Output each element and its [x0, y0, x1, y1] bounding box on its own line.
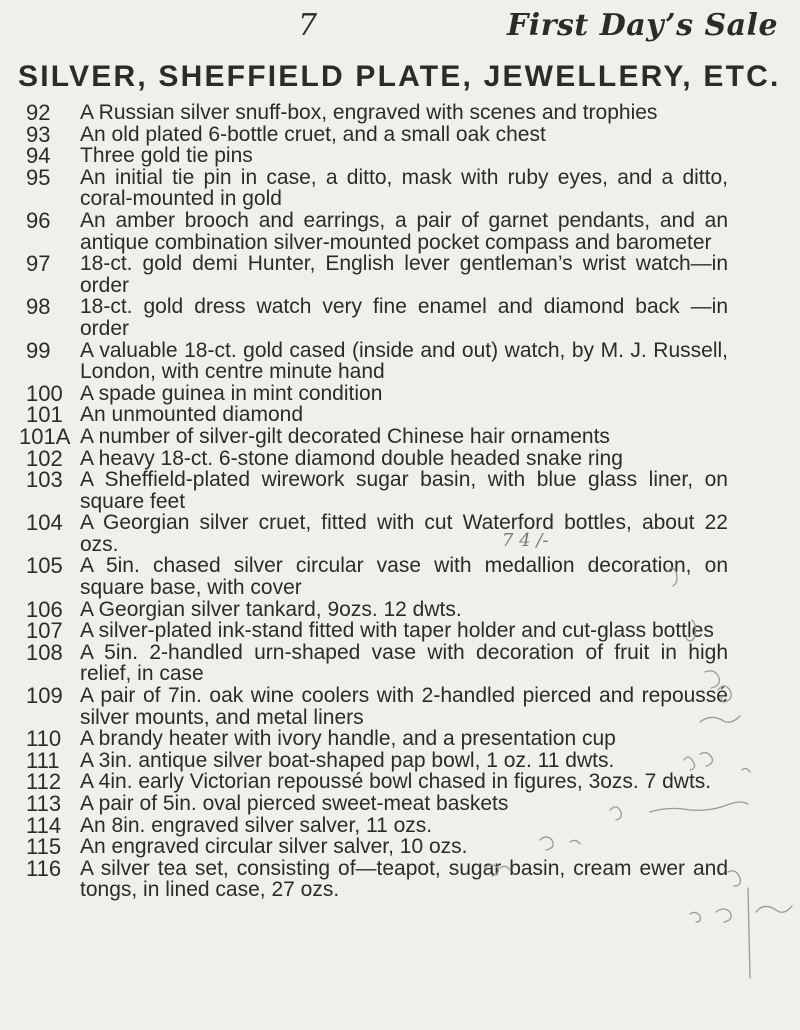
lot-number: 96	[26, 207, 51, 233]
lot-description: A silver tea set, consisting of—teapot, sugar basin, cream ewer and tongs, in lined case, 27 ozs.	[80, 856, 728, 902]
lot-description: A 4in. early Victorian repoussé bowl chased in figures, 3ozs. 7 dwts.	[80, 770, 712, 794]
lot-number: 94	[26, 143, 51, 169]
lot-item	[0, 555, 800, 598]
lot-item	[0, 793, 800, 815]
lot-item	[0, 812, 800, 838]
lot-item	[0, 253, 800, 296]
lot-number: 113	[26, 791, 62, 816]
lot-item	[0, 836, 800, 858]
lot-description: A valuable 18-ct. gold cased (inside and out) watch, by M. J. Russell, London, with centre minute hand	[80, 338, 728, 384]
lot-number: 107	[26, 618, 63, 644]
lot-number: 110	[26, 726, 62, 752]
lot-number: 102	[26, 445, 63, 471]
lot-description: A brandy heater with ivory handle, and a presentation cup	[80, 727, 616, 751]
lot-number: 112	[26, 769, 62, 795]
lot-description: A 5in. 2-handled urn-shaped vase with decoration of fruit in high relief, in case	[80, 640, 728, 686]
lot-item	[0, 121, 800, 147]
lot-item	[0, 685, 800, 728]
lot-item	[0, 404, 800, 426]
lot-number: 111	[26, 747, 60, 773]
lot-item	[0, 728, 800, 750]
lot-description: A Russian silver snuff-box, engraved with scenes and trophies	[80, 101, 658, 124]
lot-item	[0, 469, 800, 512]
lot-description: A silver-plated ink-stand fitted with taper holder and cut-glass bottles	[80, 619, 714, 643]
lot-item	[0, 296, 800, 339]
lot-description: A spade guinea in mint condition	[80, 381, 383, 405]
lot-number: 106	[26, 596, 63, 622]
lot-number: 103	[26, 467, 63, 493]
lot-item	[0, 164, 800, 211]
lot-description: 18-ct. gold demi Hunter, English lever gentleman’s wrist watch—in order	[80, 252, 728, 297]
lot-item	[0, 639, 800, 686]
lot-item	[0, 620, 800, 642]
lot-number: 101	[26, 402, 63, 428]
lot-description: A Georgian silver tankard, 9ozs. 12 dwts.	[80, 597, 462, 621]
lot-item	[0, 207, 800, 254]
lot-description: A 5in. chased silver circular vase with medallion decoration, on square base, with cover	[80, 554, 728, 600]
lot-item	[0, 102, 800, 124]
lot-number: 98	[26, 294, 51, 320]
lot-number: 108	[26, 639, 63, 665]
lot-number: 116	[26, 855, 62, 881]
lot-description: An old plated 6-bottle cruet, and a small oak chest	[80, 122, 546, 146]
lot-item	[0, 855, 800, 902]
page-number: 7	[298, 8, 318, 43]
lot-number: 115	[26, 834, 62, 860]
lot-description: 18-ct. gold dress watch very fine enamel and diamond back —in order	[80, 295, 728, 340]
handwritten-price-annotation: 7 4 /-	[502, 530, 549, 551]
running-title: First Day’s Sale	[507, 8, 779, 43]
lot-item	[0, 596, 800, 622]
lot-description: An engraved circular silver salver, 10 ozs.	[80, 835, 468, 859]
lot-description: An initial tie pin in case, a ditto, mask with ruby eyes, and a ditto, coral-mounted in gold	[80, 165, 728, 211]
lot-number: 93	[26, 121, 51, 147]
lot-description: A pair of 7in. oak wine coolers with 2-handled pierced and repoussé silver mounts, and metal liners	[80, 684, 728, 729]
lot-number: 100	[26, 380, 63, 406]
lot-description: A number of silver-gilt decorated Chinese hair ornaments	[80, 424, 610, 448]
lot-description: An 8in. engraved silver salver, 11 ozs.	[80, 813, 433, 837]
lot-number: 92	[26, 100, 51, 125]
lot-number: 114	[26, 812, 62, 838]
lot-number: 105	[26, 553, 63, 579]
lot-item	[0, 380, 800, 406]
lot-number: 97	[26, 251, 51, 277]
lot-description: A pair of 5in. oval pierced sweet-meat baskets	[80, 792, 509, 815]
lot-number: 109	[26, 683, 63, 709]
lot-number: 101A	[19, 423, 71, 449]
lot-description: A Georgian silver cruet, fitted with cut Waterford bottles, about 22 ozs.	[80, 511, 728, 556]
lot-list	[0, 102, 800, 901]
lot-item	[0, 747, 800, 773]
lot-number: 99	[26, 337, 51, 363]
lot-item	[0, 145, 800, 167]
lot-item	[0, 337, 800, 384]
lot-item	[0, 423, 800, 449]
lot-item	[0, 512, 800, 555]
lot-description: A Sheffield-plated wirework sugar basin, with blue glass liner, on square feet	[80, 468, 728, 513]
section-title: SILVER, SHEFFIELD PLATE, JEWELLERY, ETC.	[18, 60, 781, 93]
lot-description: Three gold tie pins	[80, 144, 253, 168]
lot-item	[0, 771, 800, 793]
lot-item	[0, 445, 800, 471]
lot-number: 104	[26, 510, 63, 536]
lot-description: An unmounted diamond	[80, 403, 303, 427]
lot-description: An amber brooch and earrings, a pair of garnet pendants, and an antique combination silver-mounted pocket compass and barometer	[80, 208, 728, 254]
lot-description: A 3in. antique silver boat-shaped pap bowl, 1 oz. 11 dwts.	[80, 748, 615, 772]
lot-description: A heavy 18-ct. 6-stone diamond double headed snake ring	[80, 446, 623, 470]
lot-number: 95	[26, 164, 51, 190]
